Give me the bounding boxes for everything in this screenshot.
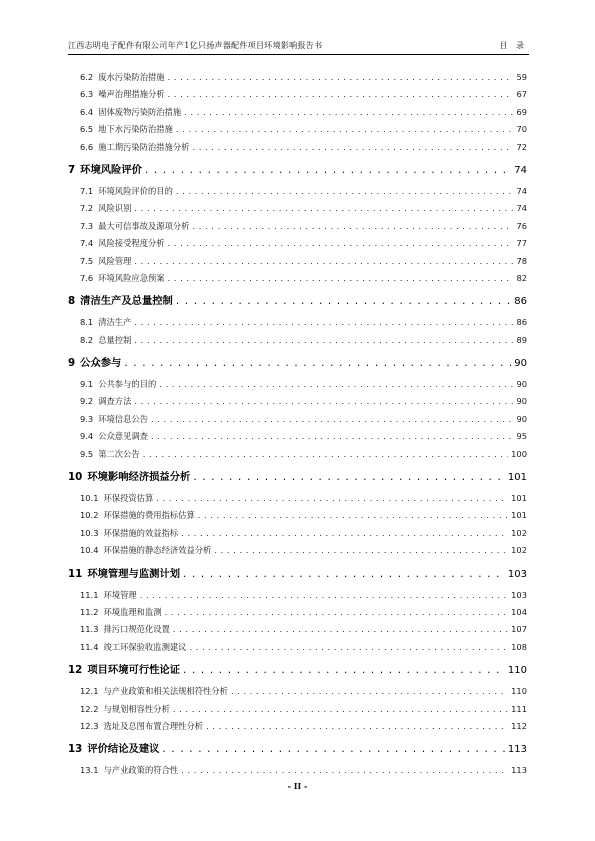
dot-leader (151, 428, 513, 445)
toc-entry-number: 11.1 (80, 589, 99, 600)
toc-entry-page: 78 (516, 255, 527, 266)
toc-entry-title: 与产业政策的符合性 (103, 765, 179, 776)
dot-leader (134, 200, 513, 217)
toc-entry-title: 公共参与的目的 (98, 379, 157, 390)
toc-entry-title: 最大可信事故及源项分析 (98, 220, 190, 231)
dot-leader (189, 639, 508, 656)
toc-section-entry[interactable] (68, 639, 527, 656)
toc-entry-page: 110 (507, 665, 527, 677)
toc-entry-number: 10.4 (80, 545, 99, 556)
toc-section-entry[interactable] (68, 490, 527, 507)
toc-entry-page: 101 (507, 472, 527, 484)
dot-leader (176, 121, 514, 138)
toc-entry-title: 总量控制 (98, 334, 132, 345)
dot-leader (183, 562, 505, 587)
toc-section-entry[interactable] (68, 411, 527, 428)
toc-chapter-entry[interactable] (68, 737, 527, 762)
page-number: - II - (287, 781, 308, 791)
toc-entry-title: 与产业政策和相关法规相符性分析 (103, 686, 228, 697)
toc-section-entry[interactable] (68, 69, 527, 86)
toc-entry-page: 74 (514, 164, 527, 176)
toc-entry-number: 6.4 (80, 106, 94, 117)
toc-section-entry[interactable] (68, 446, 527, 463)
dot-leader (183, 658, 505, 683)
toc-entry-page: 90 (514, 358, 527, 370)
toc-entry-page: 86 (516, 317, 527, 328)
toc-entry-number: 11.3 (80, 624, 99, 635)
toc-entry-page: 70 (516, 124, 527, 135)
toc-entry-label (80, 639, 186, 656)
toc-entry-number: 7.3 (80, 220, 94, 231)
dot-leader (140, 587, 508, 604)
toc-entry-label (80, 332, 131, 349)
dot-leader (214, 542, 508, 559)
toc-entry-number: 9 (68, 357, 76, 370)
report-title: 江西志明电子配件有限公司年产1亿只扬声器配件项目环境影响报告书 (68, 41, 323, 50)
toc-entry-page: 112 (511, 720, 527, 731)
toc-chapter-entry[interactable] (68, 158, 527, 183)
dot-leader (168, 235, 514, 252)
toc-entry-title: 地下水污染防治措施 (98, 124, 173, 135)
toc-entry-label (80, 542, 211, 559)
toc-section-entry[interactable] (68, 542, 527, 559)
toc-section-entry[interactable] (68, 235, 527, 252)
toc-entry-number: 10.2 (80, 510, 99, 521)
toc-section-entry[interactable] (68, 218, 527, 235)
toc-entry-title: 风险管理 (98, 255, 132, 266)
toc-entry-number: 12.3 (80, 720, 99, 731)
toc-entry-label (80, 762, 178, 779)
toc-entry-page: 82 (516, 272, 527, 283)
toc-entry-number: 7 (68, 163, 76, 176)
header-divider (68, 54, 529, 55)
toc-chapter-entry[interactable] (68, 465, 527, 490)
toc-entry-page: 110 (511, 686, 527, 697)
toc-entry-number: 7.5 (80, 255, 94, 266)
toc-section-entry[interactable] (68, 376, 527, 393)
toc-entry-page: 74 (516, 203, 527, 214)
toc-entry-page: 76 (516, 220, 527, 231)
toc-section-entry[interactable] (68, 683, 527, 700)
toc-entry-label (80, 183, 173, 200)
dot-leader (162, 737, 504, 762)
toc-entry-title: 环境风险评价的目的 (98, 185, 173, 196)
toc-entry-label (80, 587, 137, 604)
toc-entry-title: 废水污染防治措施 (98, 72, 165, 82)
toc-entry-label (80, 376, 156, 393)
toc-entry-title: 施工期污染防治措施分析 (98, 141, 190, 152)
toc-entry-page: 67 (516, 89, 527, 100)
toc-entry-title: 竣工环保验收监测建议 (103, 641, 187, 652)
toc-entry-number: 12.2 (80, 703, 99, 714)
toc-entry-label (68, 465, 190, 490)
table-of-contents (68, 69, 527, 780)
toc-entry-number: 7.2 (80, 203, 94, 214)
toc-entry-label (80, 621, 170, 638)
toc-section-entry[interactable] (68, 701, 527, 718)
dot-leader (134, 393, 513, 410)
toc-entry-page: 107 (511, 624, 527, 635)
toc-entry-number: 9.3 (80, 413, 94, 424)
toc-entry-label (68, 658, 180, 683)
toc-entry-title: 环境影响经济损益分析 (87, 471, 191, 484)
dot-leader (173, 701, 508, 718)
toc-entry-label (80, 314, 131, 331)
toc-entry-page: 101 (511, 493, 527, 504)
toc-entry-title: 调查方法 (98, 396, 132, 407)
toc-section-entry[interactable] (68, 104, 527, 121)
dot-leader (168, 86, 514, 103)
toc-section-entry[interactable] (68, 314, 527, 331)
dot-leader (165, 604, 509, 621)
toc-entry-number: 11.2 (80, 606, 99, 617)
toc-entry-number: 7.1 (80, 185, 94, 196)
dot-leader (198, 507, 508, 524)
toc-entry-label (80, 270, 165, 287)
toc-entry-page: 108 (511, 641, 527, 652)
dot-leader (193, 465, 505, 490)
toc-section-entry[interactable] (68, 621, 527, 638)
toc-section-entry[interactable] (68, 762, 527, 779)
dot-leader (134, 253, 513, 270)
toc-section-entry[interactable] (68, 428, 527, 445)
section-label: 目 录 (499, 41, 527, 50)
toc-entry-title: 环保措施的静态经济效益分析 (103, 545, 212, 556)
toc-entry-label (80, 525, 178, 542)
toc-entry-page: 102 (511, 545, 527, 556)
dot-leader (143, 446, 508, 463)
dot-leader (176, 183, 514, 200)
toc-entry-label (80, 604, 162, 621)
toc-chapter-entry[interactable] (68, 351, 527, 376)
dot-leader (134, 314, 513, 331)
toc-entry-page: 95 (516, 431, 527, 442)
toc-entry-label (80, 718, 203, 735)
dot-leader (231, 683, 508, 700)
toc-entry-number: 8 (68, 295, 76, 308)
toc-chapter-entry[interactable] (68, 562, 527, 587)
toc-entry-number: 6.6 (80, 141, 94, 152)
toc-entry-title: 风险接受程度分析 (98, 238, 165, 249)
toc-entry-number: 9.4 (80, 431, 94, 442)
dot-leader (176, 289, 511, 314)
toc-entry-page: 69 (516, 106, 527, 117)
toc-entry-title: 风险识别 (98, 203, 132, 214)
toc-entry-number: 13.1 (80, 765, 99, 776)
toc-section-entry[interactable] (68, 200, 527, 217)
toc-entry-title: 排污口规范化设置 (103, 624, 170, 635)
toc-entry-number: 10.3 (80, 527, 99, 538)
toc-entry-number: 12.1 (80, 686, 99, 697)
toc-section-entry[interactable] (68, 332, 527, 349)
toc-section-entry[interactable] (68, 718, 527, 735)
toc-entry-title: 环保措施的效益指标 (103, 527, 179, 538)
dot-leader (184, 104, 513, 121)
toc-entry-page: 89 (516, 334, 527, 345)
toc-entry-title: 公众参与 (80, 357, 122, 370)
toc-entry-page: 101 (511, 510, 527, 521)
toc-entry-number: 6.5 (80, 124, 94, 135)
toc-chapter-entry[interactable] (68, 658, 527, 683)
toc-entry-number: 6.2 (80, 72, 94, 82)
toc-entry-title: 项目环境可行性论证 (87, 664, 181, 677)
dot-leader (168, 69, 514, 86)
toc-entry-label (80, 701, 170, 718)
toc-entry-page: 59 (516, 72, 527, 82)
toc-entry-label (80, 253, 131, 270)
dot-leader (145, 158, 511, 183)
dot-leader (151, 411, 513, 428)
toc-entry-label (80, 446, 140, 463)
toc-entry-label (80, 393, 131, 410)
toc-entry-label (80, 121, 173, 138)
toc-entry-page: 77 (516, 238, 527, 249)
toc-entry-page: 90 (516, 413, 527, 424)
toc-entry-label (80, 235, 165, 252)
toc-section-entry[interactable] (68, 121, 527, 138)
toc-entry-number: 11.4 (80, 641, 99, 652)
dot-leader (134, 332, 513, 349)
toc-entry-label (80, 200, 131, 217)
toc-entry-number: 11 (68, 567, 83, 580)
toc-entry-label (80, 139, 189, 156)
toc-section-entry[interactable] (68, 604, 527, 621)
toc-entry-title: 公众意见调查 (98, 431, 148, 442)
toc-entry-number: 8.1 (80, 317, 94, 328)
toc-entry-number: 8.2 (80, 334, 94, 345)
toc-entry-label (80, 69, 165, 86)
toc-entry-title: 固体废物污染防治措施 (98, 106, 182, 117)
toc-section-entry[interactable] (68, 587, 527, 604)
toc-entry-title: 选址及总图布置合理性分析 (103, 720, 204, 731)
toc-entry-title: 清洁生产 (98, 317, 132, 328)
toc-entry-title: 环保投资估算 (103, 493, 154, 504)
toc-entry-page: 103 (507, 568, 527, 580)
dot-leader (181, 525, 508, 542)
toc-entry-number: 10.1 (80, 493, 99, 504)
toc-entry-number: 6.3 (80, 89, 94, 100)
toc-entry-title: 环境风险应急预案 (98, 272, 165, 283)
toc-entry-label (68, 158, 142, 183)
toc-section-entry[interactable] (68, 86, 527, 103)
toc-entry-title: 第二次公告 (98, 448, 140, 459)
toc-entry-page: 74 (516, 185, 527, 196)
toc-entry-title: 环境管理与监测计划 (87, 567, 181, 580)
dot-leader (192, 218, 513, 235)
dot-leader (159, 376, 513, 393)
toc-entry-title: 噪声治理措施分析 (98, 89, 165, 100)
toc-entry-title: 环保措施的费用指标估算 (103, 510, 195, 521)
toc-entry-label (80, 218, 189, 235)
toc-section-entry[interactable] (68, 507, 527, 524)
toc-entry-label (80, 507, 195, 524)
toc-entry-page: 90 (516, 396, 527, 407)
toc-entry-page: 103 (511, 589, 527, 600)
toc-entry-label (80, 490, 153, 507)
toc-entry-number: 10 (68, 471, 83, 484)
dot-leader (192, 139, 513, 156)
toc-entry-label (80, 104, 181, 121)
toc-chapter-entry[interactable] (68, 289, 527, 314)
toc-entry-label (68, 562, 180, 587)
toc-entry-page: 111 (511, 703, 527, 714)
toc-entry-label (68, 351, 121, 376)
toc-entry-title: 环境管理 (103, 589, 137, 600)
toc-entry-label (80, 683, 228, 700)
toc-entry-number: 7.6 (80, 272, 94, 283)
dot-leader (173, 621, 508, 638)
dot-leader (168, 270, 514, 287)
toc-entry-page: 86 (514, 296, 527, 308)
dot-leader (124, 351, 511, 376)
dot-leader (156, 490, 508, 507)
toc-section-entry[interactable] (68, 393, 527, 410)
toc-section-entry[interactable] (68, 270, 527, 287)
toc-section-entry[interactable] (68, 525, 527, 542)
toc-entry-number: 13 (68, 743, 83, 756)
toc-entry-label (68, 289, 173, 314)
toc-entry-page: 113 (507, 744, 527, 756)
toc-entry-number: 9.5 (80, 448, 94, 459)
toc-entry-number: 9.1 (80, 379, 94, 390)
toc-entry-label (80, 428, 148, 445)
toc-section-entry[interactable] (68, 253, 527, 270)
toc-entry-title: 清洁生产及总量控制 (80, 295, 173, 308)
toc-entry-page: 100 (511, 448, 527, 459)
toc-entry-label (68, 737, 159, 762)
toc-entry-page: 113 (511, 765, 527, 776)
toc-entry-title: 环境风险评价 (80, 163, 142, 176)
toc-entry-title: 环境监理和监测 (103, 606, 162, 617)
toc-entry-label (80, 86, 165, 103)
toc-entry-number: 7.4 (80, 238, 94, 249)
toc-entry-title: 与规划相容性分析 (103, 703, 170, 714)
toc-entry-page: 102 (511, 527, 527, 538)
toc-entry-number: 9.2 (80, 396, 94, 407)
dot-leader (181, 762, 508, 779)
toc-entry-page: 104 (511, 606, 527, 617)
toc-entry-title: 环境信息公告 (98, 413, 148, 424)
toc-entry-number: 12 (68, 664, 83, 677)
toc-entry-title: 评价结论及建议 (87, 743, 160, 756)
toc-section-entry[interactable] (68, 183, 527, 200)
toc-entry-label (80, 411, 148, 428)
dot-leader (206, 718, 508, 735)
toc-entry-page: 90 (516, 379, 527, 390)
toc-entry-page: 72 (516, 141, 527, 152)
toc-section-entry[interactable] (68, 139, 527, 156)
